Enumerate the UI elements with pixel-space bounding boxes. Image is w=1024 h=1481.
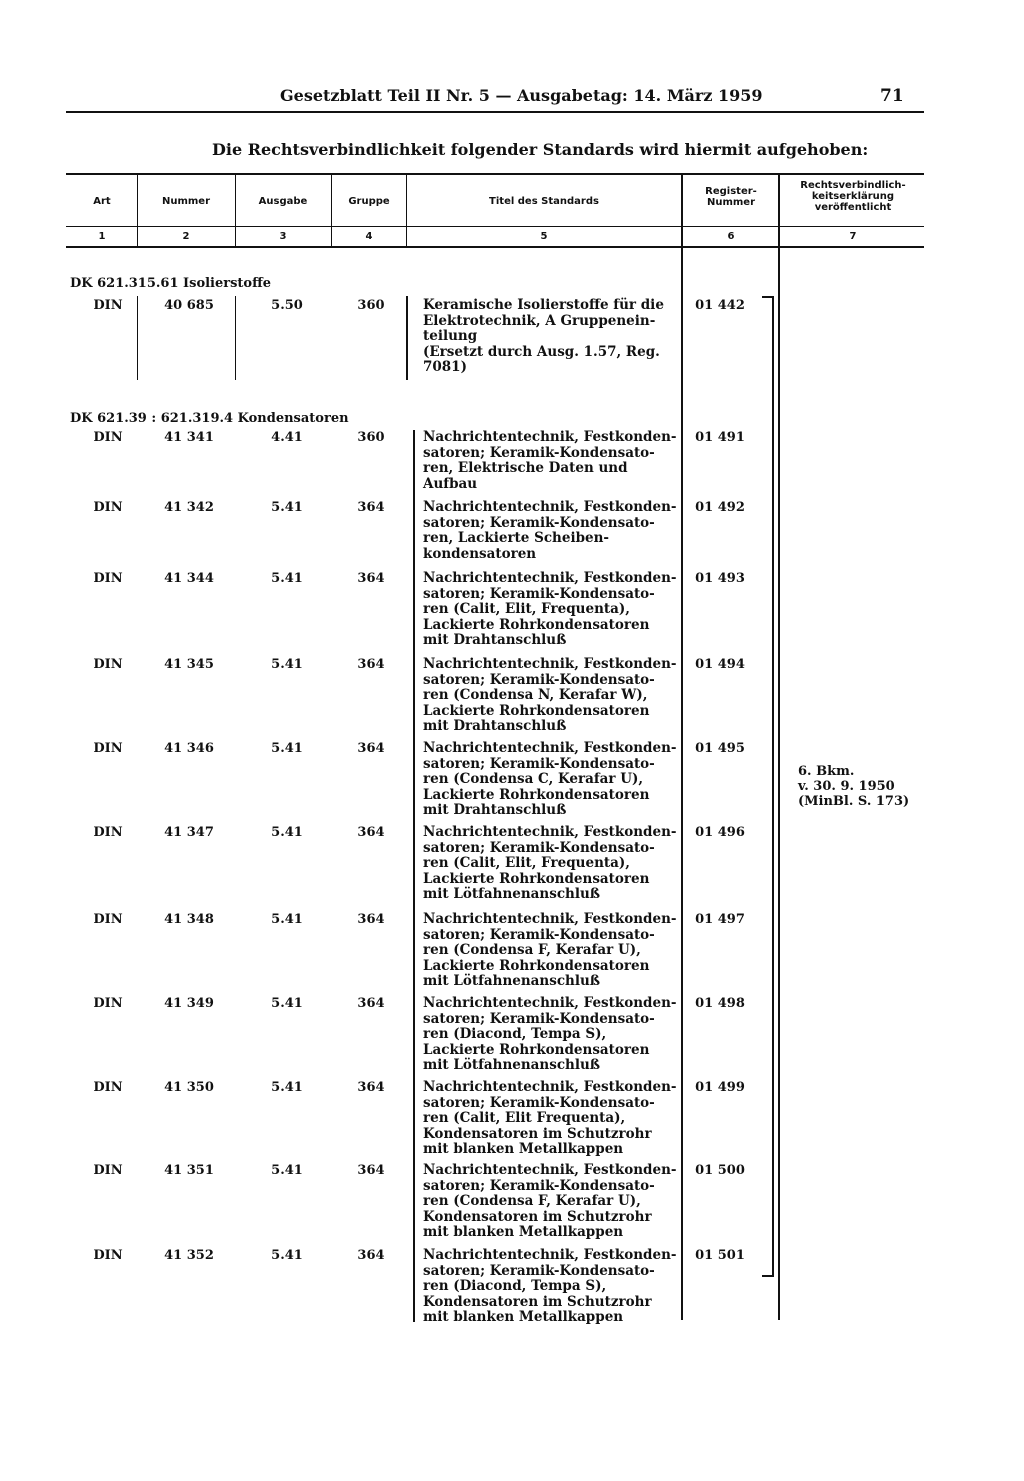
cell-ausgabe: 5.50	[271, 298, 303, 313]
cell-titel: Nachrichtentechnik, Festkonden- satoren; Keramik-Kondensato- ren (Diacond, Tempa S), Lackierte Rohrkondensatoren mit Lötfahnenanschluß	[423, 995, 677, 1073]
cell-art: DIN	[93, 500, 123, 515]
col-number-1: 1	[98, 231, 106, 242]
cell-art: DIN	[93, 430, 123, 445]
cell-art: DIN	[93, 1080, 123, 1095]
cell-register: 01 500	[695, 1163, 745, 1178]
cell-ausgabe: 5.41	[271, 657, 303, 672]
cell-gruppe: 364	[357, 1248, 385, 1263]
cell-gruppe: 364	[357, 1080, 385, 1095]
title-rule	[413, 430, 415, 1322]
cell-ausgabe: 5.41	[271, 912, 303, 927]
cell-nummer: 41 341	[164, 430, 214, 445]
cell-nummer: 41 344	[164, 571, 214, 586]
cell-art: DIN	[93, 1248, 123, 1263]
document-title: Die Rechtsverbindlichkeit folgender Standards wird hiermit aufgehoben:	[212, 140, 869, 159]
table-header-bottom-rule	[66, 246, 924, 248]
section-heading: DK 621.315.61 Isolierstoffe	[70, 276, 272, 291]
row-sep	[406, 296, 408, 380]
cell-art: DIN	[93, 298, 123, 313]
cell-register: 01 491	[695, 430, 745, 445]
cell-titel: Nachrichtentechnik, Festkonden- satoren; Keramik-Kondensato- ren (Condensa F, Kerafar U), Kondensatoren im Schutzrohr mit blanken Metallkappen	[423, 1162, 677, 1240]
col-header-publication: Rechtsverbindlich- keitserklärung veröffentlicht	[800, 180, 906, 213]
cell-titel: Nachrichtentechnik, Festkonden- satoren; Keramik-Kondensato- ren (Calit, Elit Frequenta), Kondensatoren im Schutzrohr mit blanken Metallkappen	[423, 1079, 677, 1157]
cell-ausgabe: 5.41	[271, 1163, 303, 1178]
row-sep	[137, 296, 138, 380]
table-top-rule	[66, 173, 924, 175]
cell-gruppe: 364	[357, 996, 385, 1011]
cell-nummer: 41 351	[164, 1163, 214, 1178]
cell-nummer: 41 349	[164, 996, 214, 1011]
page-number: 71	[880, 86, 904, 106]
publication-note: 6. Bkm. v. 30. 9. 1950 (MinBl. S. 173)	[798, 764, 910, 809]
cell-ausgabe: 5.41	[271, 825, 303, 840]
col-header-nummer: Nummer	[161, 196, 211, 207]
cell-nummer: 41 346	[164, 741, 214, 756]
cell-titel: Nachrichtentechnik, Festkonden- satoren; Keramik-Kondensato- ren (Diacond, Tempa S), Kondensatoren im Schutzrohr mit blanken Metallkappen	[423, 1247, 677, 1325]
cell-register: 01 442	[695, 298, 745, 313]
cell-register: 01 494	[695, 657, 745, 672]
brace-line	[772, 296, 774, 1276]
cell-register: 01 496	[695, 825, 745, 840]
cell-gruppe: 364	[357, 912, 385, 927]
cell-gruppe: 360	[357, 430, 385, 445]
cell-ausgabe: 5.41	[271, 1248, 303, 1263]
cell-gruppe: 364	[357, 571, 385, 586]
cell-ausgabe: 4.41	[271, 430, 303, 445]
col-header-gruppe: Gruppe	[348, 196, 390, 207]
cell-nummer: 41 350	[164, 1080, 214, 1095]
cell-register: 01 492	[695, 500, 745, 515]
running-header: Gesetzblatt Teil II Nr. 5 — Ausgabetag: 14. März 1959	[280, 86, 763, 105]
cell-gruppe: 364	[357, 657, 385, 672]
col-header-register: Register- Nummer	[705, 186, 757, 208]
col-number-3: 3	[279, 231, 287, 242]
header-rule	[66, 111, 924, 113]
cell-nummer: 41 342	[164, 500, 214, 515]
cell-register: 01 495	[695, 741, 745, 756]
cell-gruppe: 360	[357, 298, 385, 313]
cell-ausgabe: 5.41	[271, 741, 303, 756]
col-number-7: 7	[849, 231, 857, 242]
cell-nummer: 41 347	[164, 825, 214, 840]
col-sep-6	[778, 175, 780, 246]
cell-register: 01 498	[695, 996, 745, 1011]
cell-ausgabe: 5.41	[271, 500, 303, 515]
table-header-rule	[66, 226, 924, 227]
cell-titel: Nachrichtentechnik, Festkonden- satoren; Keramik-Kondensato- ren (Condensa N, Kerafar W), Lackierte Rohrkondensatoren mit Drahtanschluß	[423, 656, 677, 734]
cell-nummer: 41 348	[164, 912, 214, 927]
col-sep-3	[331, 175, 332, 246]
brace-cap-top	[762, 296, 774, 298]
col-header-ausgabe: Ausgabe	[258, 196, 308, 207]
cell-art: DIN	[93, 912, 123, 927]
cell-titel: Nachrichtentechnik, Festkonden- satoren; Keramik-Kondensato- ren (Calit, Elit, Frequenta), Lackierte Rohrkondensatoren mit Lötfahnenanschluß	[423, 824, 677, 902]
cell-register: 01 493	[695, 571, 745, 586]
cell-titel: Nachrichtentechnik, Festkonden- satoren; Keramik-Kondensato- ren, Elektrische Daten und Aufbau	[423, 429, 677, 492]
cell-titel: Nachrichtentechnik, Festkonden- satoren; Keramik-Kondensato- ren (Calit, Elit, Frequenta), Lackierte Rohrkondensatoren mit Drahtanschluß	[423, 570, 677, 648]
cell-ausgabe: 5.41	[271, 996, 303, 1011]
cell-nummer: 40 685	[164, 298, 214, 313]
cell-titel: Nachrichtentechnik, Festkonden- satoren; Keramik-Kondensato- ren (Condensa F, Kerafar U), Lackierte Rohrkondensatoren mit Lötfahnenanschluß	[423, 911, 677, 989]
cell-art: DIN	[93, 1163, 123, 1178]
cell-art: DIN	[93, 996, 123, 1011]
cell-register: 01 501	[695, 1248, 745, 1263]
cell-nummer: 41 345	[164, 657, 214, 672]
col-number-4: 4	[365, 231, 373, 242]
col-number-2: 2	[182, 231, 190, 242]
col-sep-2	[235, 175, 236, 246]
cell-gruppe: 364	[357, 1163, 385, 1178]
col-header-art: Art	[93, 196, 111, 207]
cell-ausgabe: 5.41	[271, 571, 303, 586]
cell-ausgabe: 5.41	[271, 1080, 303, 1095]
body-rule-register-right	[778, 248, 780, 1320]
body-rule-register-left	[681, 248, 683, 1320]
cell-gruppe: 364	[357, 741, 385, 756]
cell-art: DIN	[93, 741, 123, 756]
cell-gruppe: 364	[357, 825, 385, 840]
col-number-6: 6	[727, 231, 735, 242]
section-heading: DK 621.39 : 621.319.4 Kondensatoren	[70, 411, 349, 426]
row-sep	[235, 296, 236, 380]
cell-art: DIN	[93, 571, 123, 586]
cell-titel: Nachrichtentechnik, Festkonden- satoren; Keramik-Kondensato- ren (Condensa C, Kerafar U), Lackierte Rohrkondensatoren mit Drahtanschluß	[423, 740, 677, 818]
col-header-titel: Titel des Standards	[489, 196, 599, 207]
col-number-5: 5	[540, 231, 548, 242]
cell-register: 01 499	[695, 1080, 745, 1095]
cell-art: DIN	[93, 825, 123, 840]
cell-gruppe: 364	[357, 500, 385, 515]
brace-cap-bottom	[762, 1275, 774, 1277]
cell-titel: Nachrichtentechnik, Festkonden- satoren; Keramik-Kondensato- ren, Lackierte Scheiben- kondensatoren	[423, 499, 677, 562]
col-sep-4	[406, 175, 407, 246]
cell-titel: Keramische Isolierstoffe für die Elektrotechnik, A Gruppenein- teilung (Ersetzt durch Ausg. 1.57, Reg. 7081)	[423, 297, 664, 375]
cell-register: 01 497	[695, 912, 745, 927]
col-sep-5	[681, 175, 683, 246]
col-sep-1	[137, 175, 138, 246]
cell-art: DIN	[93, 657, 123, 672]
cell-nummer: 41 352	[164, 1248, 214, 1263]
